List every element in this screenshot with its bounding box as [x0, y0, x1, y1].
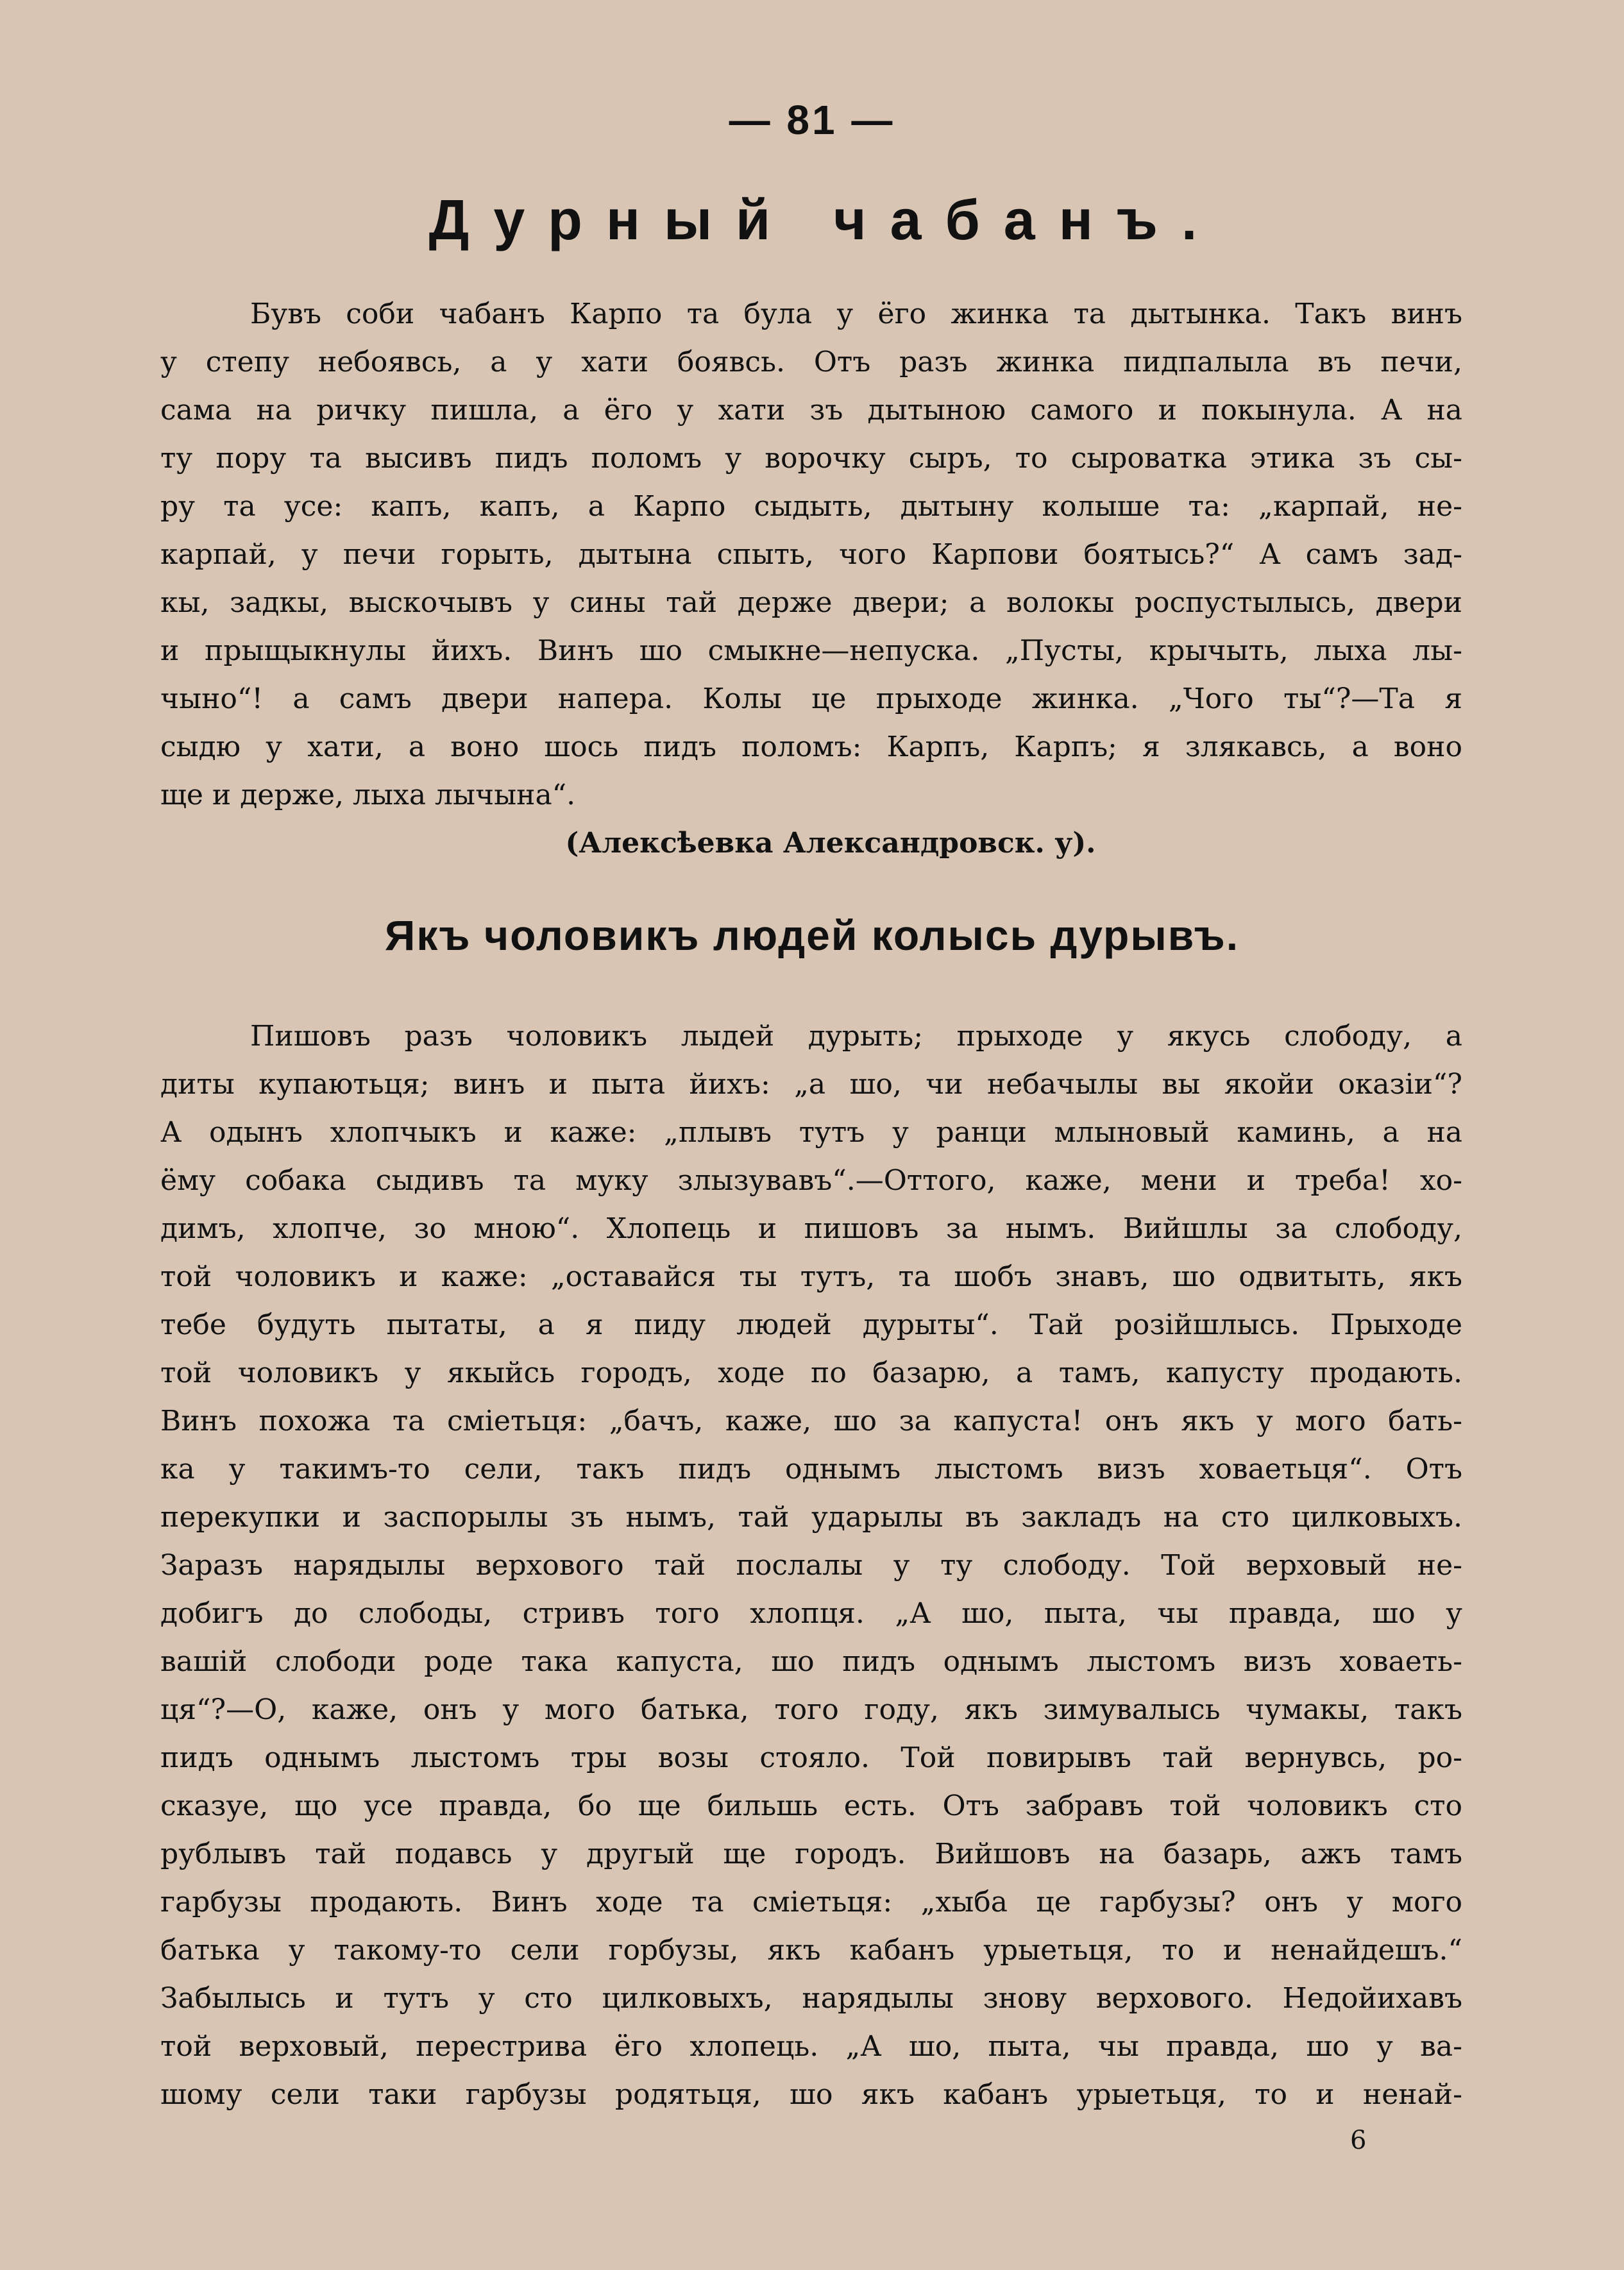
text-line: Винъ похожа та сміетьця: „бачъ, каже, шо за капуста! онъ якъ у мого бать- [160, 1405, 1462, 1437]
text-line: той верховый, перестрива ёго хлопець. „А шо, пыта, чы правда, шо у ва- [160, 2030, 1462, 2063]
text-line: пидъ однымъ лыстомъ тры возы стояло. Той повирывъ тай вернувсь, ро- [160, 1741, 1462, 1774]
text-line: ще и держе, лыха лычына“. [160, 779, 576, 811]
story-text-yak-cholovik [160, 1012, 1462, 2119]
text-line: ця“?—О, каже, онъ у мого батька, того году, якъ зимувалысь чумакы, такъ [160, 1693, 1462, 1726]
text-line: А одынъ хлопчыкъ и каже: „плывъ тутъ у ранци млыновый каминь, а на [160, 1116, 1462, 1149]
text-line: сказуе, що усе правда, бо ще бильшь есть. Отъ забравъ той чоловикъ сто [160, 1790, 1462, 1822]
printer-signature-mark: 6 [1350, 2126, 1367, 2155]
story-title-durnyi-chaban: Дурный чабанъ. [428, 188, 1221, 251]
text-line: перекупки и заспорылы зъ нымъ, тай ударылы въ закладъ на сто цилковыхъ. [160, 1501, 1462, 1534]
text-line: кы, задкы, выскочывъ у сины тай держе двери; а волокы роспустылысь, двери [160, 586, 1462, 619]
text-line: и прыщыкнулы йихъ. Винъ шо смыкне—непуска. „Пусты, крычыть, лыха лы- [160, 634, 1462, 667]
text-line: той чоловикъ и каже: „оставайся ты тутъ, та шобъ знавъ, шо одвитыть, якъ [160, 1260, 1462, 1293]
text-line: чыно“! а самъ двери напера. Колы це прыходе жинка. „Чого ты“?—Та я [160, 682, 1462, 715]
text-line: Забылысь и тутъ у сто цилковыхъ, нарядылы знову верхового. Недойихавъ [160, 1982, 1462, 2015]
text-line: диты купаютьця; винъ и пыта йихъ: „а шо, чи небачылы вы якойи оказіи“? [160, 1068, 1462, 1101]
story-attribution: (Алексѣевка Александровск. у). [565, 827, 1096, 860]
text-line: батька у такому-то сели горбузы, якъ кабанъ урыетьця, то и ненайдешъ.“ [160, 1934, 1462, 1967]
text-line: тебе будуть пытаты, а я пиду людей дурыты“. Тай розійшлысь. Прыходе [160, 1309, 1462, 1341]
text-line: Заразъ нарядылы верхового тай послалы у ту слободу. Той верховый не- [160, 1549, 1462, 1582]
text-line: сама на ричку пишла, а ёго у хати зъ дытыною самого и покынула. А на [160, 394, 1462, 427]
text-line: ёму собака сыдивъ та муку злызувавъ“.—Оттого, каже, мени и треба! хо- [160, 1164, 1462, 1197]
text-line: Пишовъ разъ чоловикъ лыдей дурыть; прыходе у якусь слободу, а [250, 1020, 1462, 1053]
text-line: гарбузы продають. Винъ ходе та сміетьця: „хыба це гарбузы? онъ у мого [160, 1886, 1462, 1918]
text-line: карпай, у печи горыть, дытына спыть, чого Карпови боятысь?“ А самъ зад- [160, 538, 1462, 571]
text-line: добигъ до слободы, стривъ того хлопця. „А шо, пыта, чы правда, шо у [160, 1597, 1462, 1630]
text-line: димъ, хлопче, зо мною“. Хлопець и пишовъ за нымъ. Вийшлы за слободу, [160, 1212, 1462, 1245]
text-line: у степу небоявсь, а у хати боявсь. Отъ разъ жинка пидпалыла въ печи, [160, 346, 1462, 378]
story-text-durnyi-chaban [160, 290, 1462, 867]
text-line: шому сели таки гарбузы родятьця, шо якъ кабанъ урыетьця, то и ненай- [160, 2078, 1462, 2111]
text-line: ру та усе: капъ, капъ, а Карпо сыдыть, дытыну колыше та: „карпай, не- [160, 490, 1462, 523]
text-line: Бувъ соби чабанъ Карпо та була у ёго жинка та дытынка. Такъ винъ [250, 298, 1462, 330]
story-title-yak-cholovik: Якъ чоловикъ людей колысь дурывъ. [384, 911, 1240, 959]
text-line: ту пору та высивъ пидъ поломъ у ворочку сыръ, то сыроватка этика зъ сы- [160, 442, 1462, 475]
text-line: сыдю у хати, а воно шось пидъ поломъ: Карпъ, Карпъ; я злякавсь, а воно [160, 731, 1462, 763]
text-line: ка у такимъ-то сели, такъ пидъ однымъ лыстомъ визъ ховаетьця“. Отъ [160, 1453, 1462, 1486]
text-line: вашій слободи роде така капуста, шо пидъ однымъ лыстомъ визъ ховаеть- [160, 1645, 1462, 1678]
text-line: той чоловикъ у якыйсь городъ, ходе по базарю, а тамъ, капусту продають. [160, 1357, 1462, 1389]
text-line: рублывъ тай подавсь у другый ще городъ. Вийшовъ на базарь, ажъ тамъ [160, 1838, 1462, 1870]
page-number: — 81 — [729, 97, 895, 143]
